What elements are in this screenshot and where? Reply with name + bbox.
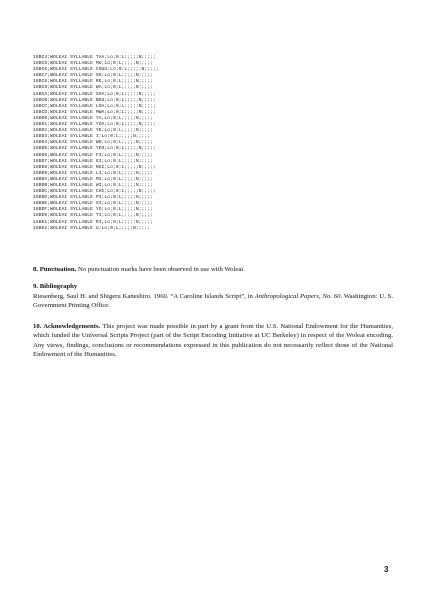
code-line: 16BD2;WOLEAI SYLLABLE YE;Lo;0;L;;;;;N;;;;; [33, 128, 153, 134]
acknowledgements-text: This project was made possible in part by a grant from the U.S. National Endowment for the Humanities, which funded the Universal Scripts Project (part of the Script Encoding Initiative at UC Berkeley) in respect of the Woleai encoding. Any views, findings, conclusions or recommendations expressed in this publication do not necessarily reflect those of the National Endowment of the Humanities. [33, 323, 393, 359]
code-line: 16BE0;WOLEAI SYLLABLE TI;Lo;0;L;;;;;N;;;;; [33, 213, 153, 219]
code-line: 16BC4;WOLEAI SYLLABLE TAA;Lo;0;L;;;;;N;;;;; [33, 55, 156, 60]
code-line: 16BDE;WOLEAI SYLLABLE SI;Lo;0;L;;;;;N;;;;; [33, 201, 153, 207]
code-line: 16BD1;WOLEAI SYLLABLE YOA;Lo;0;L;;;;;N;;;;; [33, 122, 156, 128]
acknowledgements-heading: 10. Acknowledgements. [33, 323, 101, 330]
code-line: 16BDC;WOLEAI SYLLABLE CHI;Lo;0;L;;;;;N;;;;; [33, 189, 156, 195]
unicode-data-listing [33, 55, 293, 232]
code-line: 16BDB;WOLEAI SYLLABLE WI;Lo;0;L;;;;;N;;;;; [33, 182, 153, 188]
code-line: 16BD7;WOLEAI SYLLABLE GI;Lo;0;L;;;;;N;;;;; [33, 158, 153, 164]
page-number: 3 [384, 565, 389, 574]
code-line: 16BC7;WOLEAI SYLLABLE SO;Lo;0;L;;;;;N;;;;; [33, 73, 153, 79]
punctuation-text: No punctuation marks have been observed in use with Woleai. [76, 266, 245, 273]
bibliography-entry-series: Anthropological Papers, No. 60. [254, 293, 343, 300]
code-line: 16BD3;WOLEAI SYLLABLE I;Lo;0;L;;;;;N;;;;; [33, 134, 151, 140]
bibliography-heading: 9. Bibliography [33, 283, 78, 290]
code-line: 16BCA;WOLEAI SYLLABLE SOA;Lo;0;L;;;;;N;;;;; [33, 91, 156, 97]
code-line: 16BCB;WOLEAI SYLLABLE BEU;Lo;0;L;;;;;N;;;;; [33, 97, 156, 103]
code-line: 16BE1;WOLEAI SYLLABLE RI;Lo;0;L;;;;;N;;;;; [33, 219, 153, 225]
code-line: 16BD0;WOLEAI SYLLABLE YA;Lo;0;L;;;;;N;;;;; [33, 115, 153, 121]
punctuation-section [33, 265, 393, 274]
bibliography-entry-publisher: Washington: U. S. Government Printing Office. [33, 293, 393, 310]
bibliography-entry-authors: Riesenberg, Saul H. and Shigeru Kaneshiro. 1960. “A Caroline Islands Script”, in [33, 293, 255, 300]
code-line: 16BE2;WOLEAI SYLLABLE U;Lo;0;L;;;;;N;;;;; [33, 225, 151, 231]
code-line: 16BC6;WOLEAI SYLLABLE CHUU;Lo;0;L;;;;;N;;;;; [33, 67, 159, 73]
code-line: 16BD9;WOLEAI SYLLABLE LI;Lo;0;L;;;;;N;;;;; [33, 170, 153, 176]
code-line: 16BCC;WOLEAI SYLLABLE LOA;Lo;0;L;;;;;N;;;;; [33, 103, 156, 109]
code-line: 16BC8;WOLEAI SYLLABLE RE;Lo;0;L;;;;;N;;;;; [33, 79, 153, 85]
code-line: 16BCD;WOLEAI SYLLABLE MWA;Lo;0;L;;;;;N;;;;; [33, 109, 156, 115]
code-line: 16BD4;WOLEAI SYLLABLE WO;Lo;0;L;;;;;N;;;;; [33, 140, 153, 146]
code-line: 16BDA;WOLEAI SYLLABLE MI;Lo;0;L;;;;;N;;;;; [33, 176, 153, 182]
bibliography-entry [33, 292, 393, 311]
code-line: 16BDF;WOLEAI SYLLABLE YO;Lo;0;L;;;;;N;;;;; [33, 207, 153, 213]
acknowledgements-section [33, 322, 393, 360]
code-line: 16BD5;WOLEAI SYLLABLE YEO;Lo;0;L;;;;;N;;;;; [33, 146, 156, 152]
code-line: 16BC5;WOLEAI SYLLABLE MU;Lo;0;L;;;;;N;;;;; [33, 61, 153, 67]
code-line: 16BC9;WOLEAI SYLLABLE WA;Lo;0;L;;;;;N;;;;; [33, 85, 153, 91]
punctuation-heading: 8. Punctuation. [33, 266, 77, 273]
code-line: 16BD8;WOLEAI SYLLABLE NGI;Lo;0;L;;;;;N;;;;; [33, 164, 156, 170]
code-line: 16BD6;WOLEAI SYLLABLE FI;Lo;0;L;;;;;N;;;;; [33, 152, 153, 158]
code-line: 16BDD;WOLEAI SYLLABLE PI;Lo;0;L;;;;;N;;;;; [33, 195, 153, 201]
